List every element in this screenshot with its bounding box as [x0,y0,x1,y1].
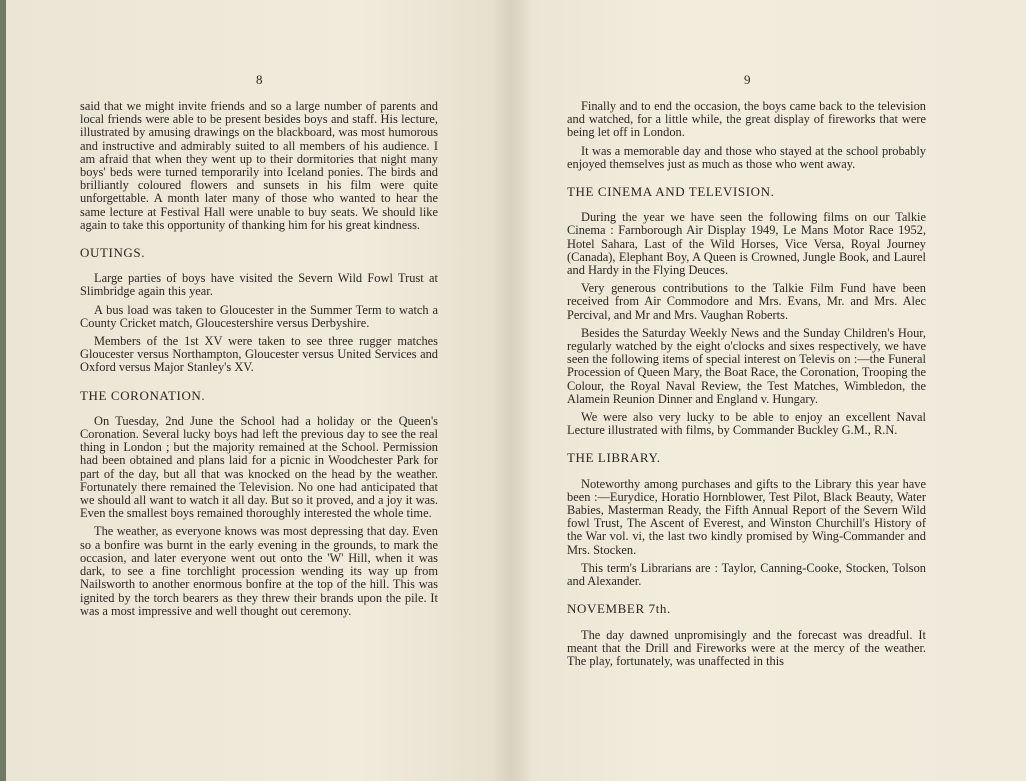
page-number: 9 [744,72,751,87]
library-paragraph-1: Noteworthy among purchases and gifts to the Library this year have been :—Eurydice, Horatio Hornblower, Test Pilot, Black Beauty, Water Babies, Masterman Ready, the Fifth Annual Report of the Severn Wild fowl Trust, The Ascent of Everest, and Winston Churchill's History of the War vol. vi, the last two kindly promised by Wing-Commander and Mrs. Stocken. [567,476,926,557]
lecture-paragraph: said that we might invite friends and so a large number of parents and local friends were able to be present besides boys and staff. His lecture, illustrated by amusing drawings on the blackboard, was most humorous and instructive and admirably suited to all members of his audience. I am afraid that when they went up to their dormitories that night many boys' beds were turned temporarily into Iceland ponies. The birds and brilliantly coloured flowers and sunsets in his film were quite unforgettable. A month later many of those who wanted to hear the same lecture at Festival Hall were unable to buy seats. We should like again to take this opportunity of thanking him for his great kindness. [80,99,438,232]
library-paragraph-2: This term's Librarians are : Taylor, Canning-Cooke, Stocken, Tolson and Alexander. [567,560,926,589]
section-heading-library: THE LIBRARY. [567,450,661,466]
coronation-paragraph-1: On Tuesday, 2nd June the School had a holiday or the Queen's Coronation. Several lucky boys had left the previous day to see the real thing in London ; but the majority remained at the School. Permission had been obtained and plans laid for a picnic in Woodchester Park for part of the day, but all that was knocked on the head by the weather. Fortunately there remained the Television. No one had anticipated that we should all want to watch it all day. But so it proved, and a joy it was. Even the smallest boys remained thoroughly interested the whole time. [80,413,438,521]
outings-paragraph-1: Large parties of boys have visited the Severn Wild Fowl Trust at Slimbridge again this year. [80,271,438,299]
right-page-text [567,100,926,673]
coronation-paragraph-2: The weather, as everyone knows was most depressing that day. Even so a bonfire was burnt in the early evening in the grounds, to mark the occasion, and later everyone went out onto the 'W' Hill, when it was dark, to see a fine torchlight procession wending its way up from Nailsworth to another enormous bonfire at the top of the hill. This was ignited by the torch bearers as they threw their brands upon the pile. It was a most impressive and well thought out ceremony. [80,524,438,618]
left-page-text [80,100,438,623]
outings-paragraph-3: Members of the 1st XV were taken to see three rugger matches Gloucester versus Northampton, Gloucester versus United Services and Oxford versus Major Stanley's XV. [80,334,438,375]
section-heading-cinema: THE CINEMA AND TELEVISION. [567,184,775,200]
section-heading-outings: OUTINGS. [80,245,146,261]
coronation-continued-paragraph-2: It was a memorable day and those who stayed at the school probably enjoyed themselves just as much as those who went away. [567,143,926,171]
booklet-spread [6,0,1026,781]
outings-paragraph-2: A bus load was taken to Gloucester in the Summer Term to watch a County Cricket match, Gloucestershire versus Derbyshire. [80,302,438,330]
november-paragraph-1: The day dawned unpromisingly and the forecast was dreadful. It meant that the Drill and Fireworks were at the mercy of the weather. The play, fortunately, was unaffected in this [567,627,926,668]
coronation-continued-paragraph-1: Finally and to end the occasion, the boys came back to the television and watched, for a little while, the great display of fireworks that were being let off in London. [567,99,926,140]
section-heading-november: NOVEMBER 7th. [567,601,671,617]
page-number: 8 [256,72,263,87]
section-heading-coronation: THE CORONATION. [80,387,206,403]
left-page [6,0,512,781]
right-page [512,0,1026,781]
cinema-paragraph-1: During the year we have seen the following films on our Talkie Cinema : Farnborough Air Display 1949, Le Mans Motor Race 1952, Hotel Sahara, Last of the Wild Horses, Vice Versa, Royal Journey (Canada), Elephant Boy, A Queen is Crowned, Jungle Book, and Laurel and Hardy in the Flying Deuces. [567,210,926,278]
cinema-paragraph-2: Very generous contributions to the Talkie Film Fund have been received from Air Commodore and Mrs. Evans, Mr. and Mrs. Alec Percival, and Mr and Mrs. Vaughan Roberts. [567,281,926,322]
cinema-paragraph-4: We were also very lucky to be able to enjoy an excellent Naval Lecture illustrated with films, by Commander Buckley G.M., R.N. [567,410,926,438]
cinema-paragraph-3: Besides the Saturday Weekly News and the Sunday Children's Hour, regularly watched by the eight o'clocks and sixes respectively, we have seen the following items of special interest on Televis on :—the Funeral Procession of Queen Mary, the Boat Race, the Coronation, Trooping the Colour, the Royal Naval Review, the Test Matches, Wimbledon, the Alamein Reunion Dinner and England v. Hungary. [567,325,926,406]
